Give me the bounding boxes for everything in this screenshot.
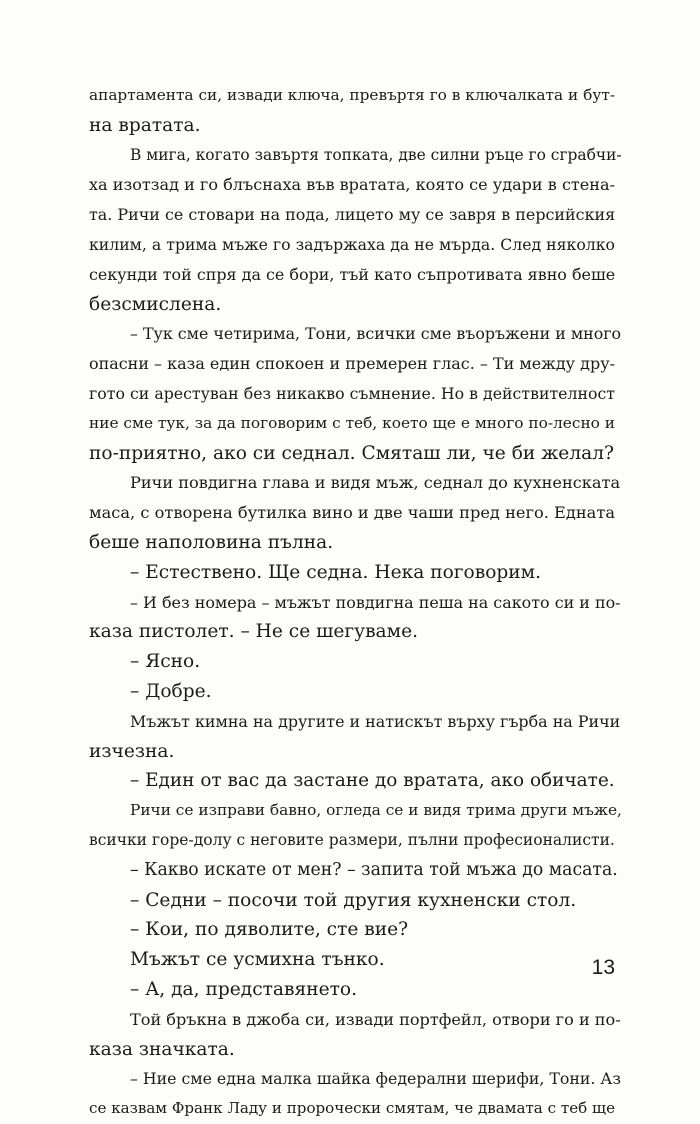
text-line: – Какво искате от мен? – запита той мъжа до масата. bbox=[130, 859, 618, 880]
text-line: В мига, когато завъртя топката, две силни ръце го сграбчи- bbox=[130, 145, 622, 164]
text-line: Ричи повдигна глава и видя мъж, седнал до кухненската bbox=[130, 473, 621, 493]
text-line: – Ясно. bbox=[130, 651, 201, 673]
text-line: изчезна. bbox=[89, 740, 175, 762]
text-line: каза значката. bbox=[89, 1038, 235, 1060]
text-line: Ричи се изправи бавно, огледа се и видя трима други мъже, bbox=[130, 801, 622, 820]
text-line: – Един от вас да застане до вратата, ако обичате. bbox=[130, 770, 615, 792]
text-line: секунди той спря да се бори, тъй като съпротивата явно беше bbox=[89, 264, 616, 284]
text-line: всички горе-долу с неговите размери, пълни професионалисти. bbox=[89, 830, 615, 849]
text-line: се казвам Франк Ладу и пророчески смятам, че двамата с теб ще bbox=[89, 1099, 615, 1118]
text-line: – Естествено. Ще седна. Нека поговорим. bbox=[130, 561, 542, 583]
text-line: – Кои, по дяволите, сте вие? bbox=[130, 919, 409, 941]
text-line: апартамента си, извади ключа, превъртя го в ключалката и бут- bbox=[89, 86, 615, 104]
text-line: опасни – каза един спокоен и премерен глас. – Ти между дру- bbox=[89, 354, 615, 374]
book-page-text bbox=[89, 81, 622, 1124]
text-line: Мъжът кимна на другите и натискът върху гърба на Ричи bbox=[130, 711, 621, 731]
text-line: – Седни – посочи той другия кухненски стол. bbox=[130, 889, 577, 911]
text-line: беше наполовина пълна. bbox=[89, 531, 334, 553]
text-line: ха изотзад и го блъснаха във вратата, която се удари в стена- bbox=[89, 175, 615, 195]
text-line: безсмислена. bbox=[89, 293, 222, 315]
text-line: – Ние сме една малка шайка федерални шерифи, Тони. Аз bbox=[130, 1069, 621, 1089]
page-number: 13 bbox=[591, 956, 615, 979]
text-line: по-приятно, ако си седнал. Смяташ ли, че би желал? bbox=[89, 442, 614, 464]
text-line: – И без номера – мъжът повдигна пеша на сакото си и по- bbox=[130, 592, 621, 612]
text-line: – Тук сме четирима, Тони, всички сме въоръжени и много bbox=[130, 324, 622, 344]
text-line: – Добре. bbox=[130, 680, 212, 702]
text-line: Той бръкна в джоба си, извади портфейл, отвори го и по- bbox=[130, 1009, 621, 1029]
text-line: каза пистолет. – Не се шегуваме. bbox=[89, 621, 419, 643]
text-line: – А, да, представянето. bbox=[130, 978, 357, 1000]
text-line: гото си арестуван без никакво съмнение. Но в действителност bbox=[89, 383, 615, 403]
text-line: на вратата. bbox=[89, 114, 201, 136]
text-line: ние сме тук, за да поговорим с теб, което ще е много по-лесно и bbox=[89, 413, 616, 432]
text-line: маса, с отворена бутилка вино и две чаши пред него. Едната bbox=[89, 503, 615, 523]
text-line: килим, а трима мъже го задържаха да не мърда. След няколко bbox=[89, 234, 615, 254]
text-line: та. Ричи се стовари на пода, лицето му се завря в персийския bbox=[89, 205, 616, 225]
text-line: Мъжът се усмихна тънко. bbox=[130, 949, 385, 971]
